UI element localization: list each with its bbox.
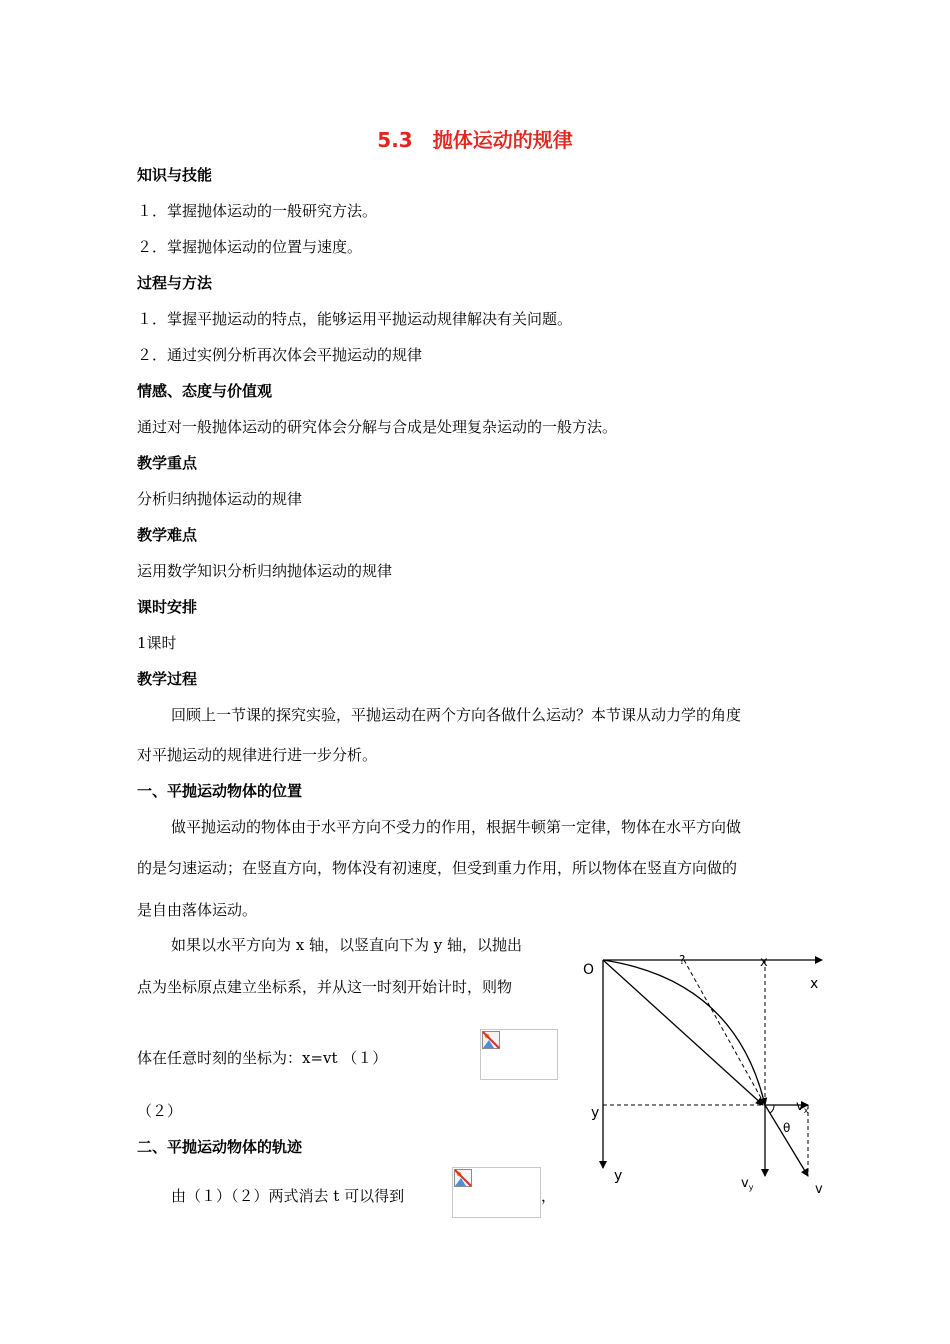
procedure-intro-line-2: 对平抛运动的规律进行进一步分析。: [137, 746, 378, 764]
displacement-vector: [603, 960, 763, 1105]
emotion-text: 通过对一般抛体运动的研究体会分解与合成是处理复杂运动的一般方法。: [137, 418, 618, 436]
coord-line-2: 点为坐标原点建立坐标系，并从这一时刻开始计时，则物: [137, 978, 513, 996]
heading-key-point: 教学重点: [137, 454, 198, 472]
theta-label: θ: [783, 1121, 791, 1135]
heading-trajectory: 二、平抛运动物体的轨迹: [137, 1138, 303, 1156]
heading-difficulty: 教学难点: [137, 526, 198, 544]
question-label: ?: [679, 953, 686, 967]
trajectory-equation-placeholder: [452, 1167, 541, 1218]
knowledge-item-1: １．掌握抛体运动的一般研究方法。: [137, 202, 378, 220]
equation-2-label: （２）: [137, 1102, 183, 1120]
vy-label: $v_y$: [741, 1176, 754, 1192]
position-para-line-1: 做平抛运动的物体由于水平方向不受力的作用，根据牛顿第一定律，物体在水平方向做: [171, 818, 742, 836]
coord-line-1: 如果以水平方向为 x 轴，以竖直向下为 y 轴，以抛出: [171, 936, 523, 954]
broken-image-icon: [482, 1031, 500, 1049]
broken-image-icon: [454, 1169, 472, 1187]
heading-process: 过程与方法: [137, 274, 213, 292]
position-para-line-2: 的是匀速运动；在竖直方向，物体没有初速度，但受到重力作用，所以物体在竖直方向做的: [137, 859, 738, 877]
difficulty-text: 运用数学知识分析归纳抛体运动的规律: [137, 562, 393, 580]
velocity-vector: [765, 1105, 808, 1176]
trajectory-line-1: 由（１）（２）两式消去 t 可以得到: [171, 1187, 405, 1205]
x-axis-label: x: [810, 976, 819, 992]
trajectory-line-1-end: ，: [541, 1187, 557, 1205]
projectile-diagram: [560, 940, 860, 1200]
schedule-text: 1课时: [137, 634, 177, 652]
origin-label: O: [583, 962, 595, 978]
process-item-2: ２．通过实例分析再次体会平抛运动的规律: [137, 346, 423, 364]
procedure-intro-line-1: 回顾上一节课的探究实验，平抛运动在两个方向各做什么运动？本节课从动力学的角度: [171, 706, 742, 724]
heading-procedure: 教学过程: [137, 670, 198, 688]
theta-arc: [770, 1105, 774, 1113]
process-item-1: １．掌握平抛运动的特点，能够运用平抛运动规律解决有关问题。: [137, 310, 573, 328]
equation-image-placeholder: [480, 1029, 558, 1080]
coord-line-3: 体在任意时刻的坐标为：x=vt （１）: [137, 1049, 388, 1067]
key-point-text: 分析归纳抛体运动的规律: [137, 490, 303, 508]
heading-knowledge: 知识与技能: [137, 166, 213, 184]
position-para-line-3: 是自由落体运动。: [137, 901, 258, 919]
heading-emotion: 情感、态度与价值观: [137, 382, 273, 400]
vx-label: $v_x$: [796, 1099, 809, 1115]
knowledge-item-2: ２．掌握抛体运动的位置与速度。: [137, 238, 363, 256]
heading-position: 一、平抛运动物体的位置: [137, 782, 303, 800]
y-axis-label: y: [614, 1168, 623, 1184]
page-title: 5.3 抛体运动的规律: [377, 128, 573, 152]
x-mark-label: x: [760, 955, 768, 970]
tangent-dashed-line: [684, 960, 765, 1105]
heading-schedule: 课时安排: [137, 598, 198, 616]
v-label: v: [815, 1182, 823, 1197]
y-mark-label: y: [591, 1105, 600, 1121]
